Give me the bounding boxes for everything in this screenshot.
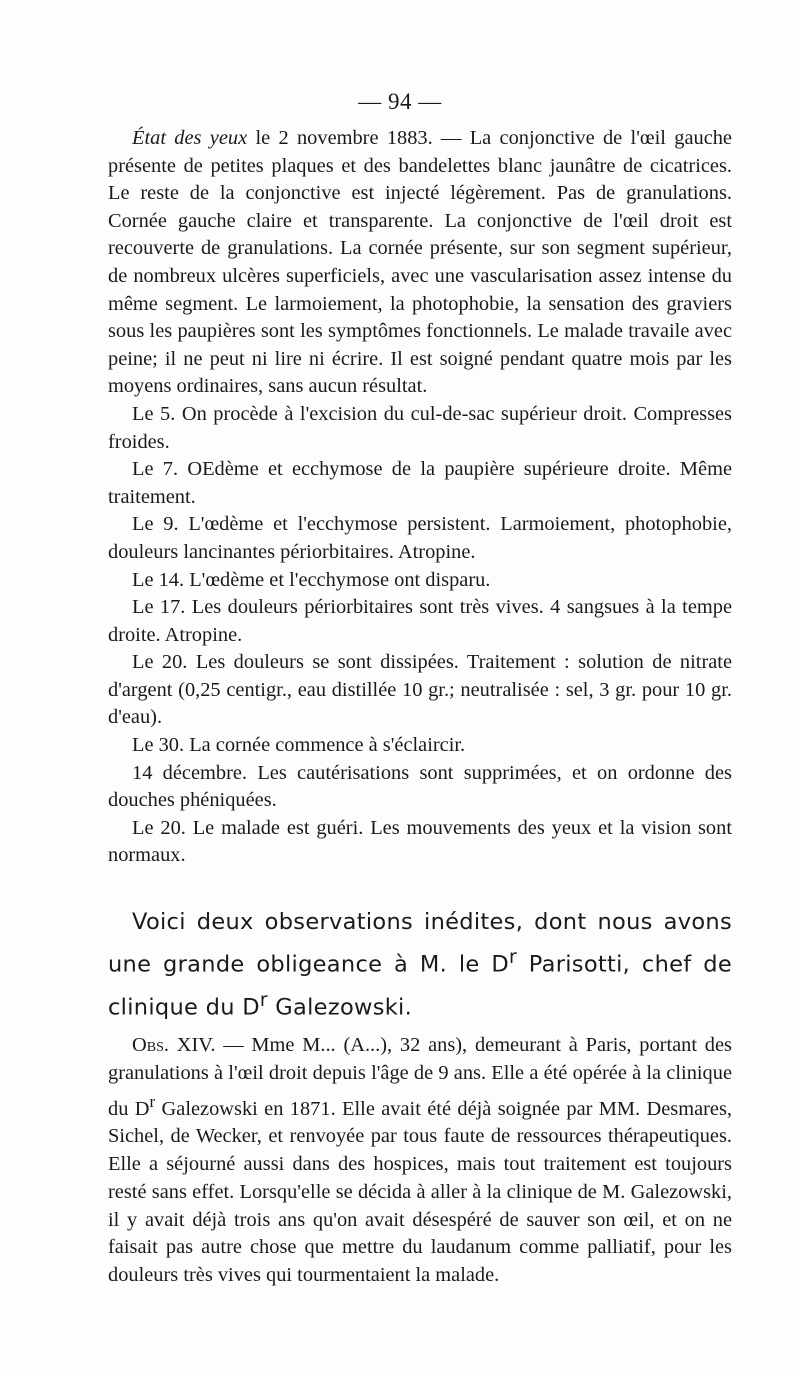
paragraph: Le 7. OEdème et ecchymose de la paupière supérieure droite. Même traitement. [108, 458, 732, 508]
paragraph: Le 5. On procède à l'excision du cul-de-sac supérieur droit. Compresses froides. [108, 402, 732, 453]
case-report-text [108, 125, 732, 870]
note-paragraph: Voici deux observations inédites, dont nous avons une grande obligeance à M. le $D^r$ Parisotti, chef de clinique du $D^r$ Galezowski. [108, 909, 733, 1020]
paragraph: Le 17. Les douleurs périorbitaires sont très vives. 4 sangsues à la tempe droite. Atropine. [108, 596, 732, 646]
observation-xiv [108, 1032, 732, 1290]
paragraph [108, 125, 732, 401]
observation-paragraph: Obs. XIV. — Mme M... (A...), 32 ans), demeurant à Paris, portant des granulations à l'œil droit depuis l'âge de 9 ans. Elle a été opérée à la clinique du $D^r$ Galezowski en 1871. Elle avait été déjà soignée par MM. Desmares, Sichel, de Wecker, et renvoyée par tous faute de ressources thérapeutiques. Elle a séjourné aussi dans des hospices, mais tout traitement est toujours resté sans effet. Lorsqu'elle se décida à aller à la clinique de M. Galezowski, il y avait déjà trois ans qu'on avait désespéré de sauver son œil, et on ne faisait pas autre chose que mettre du laudanum comme palliatif, pour les douleurs très vives qui tourmentaient la malade. [108, 1034, 733, 1287]
page-number: — 94 — [358, 89, 442, 114]
observation-label: Obs. XIV. [132, 1034, 216, 1056]
paragraph-text: le 2 novembre 1883. — La conjonctive de l'œil gauche présente de petites plaques et des bandelettes blanc jaunâtre de cicatrices. Le reste de la conjonctive est injecté légèrement. Pas de granulations. Cornée gauche claire et transparente. La conjonctive de l'œil droit est recouverte de granulations. La cornée présente, sur son segment supérieur, de nombreux ulcères superficiels, avec une vascularisation assez intense du même segment. Le larmoiement, la photophobie, la sensation des graviers sous les paupières sont les symptômes fonctionnels. Le malade travaile avec peine; il ne peut ni lire ni écrire. Il est soigné pendant quatre mois par les moyens ordinaires, sans aucun résultat. [108, 127, 732, 398]
paragraph: Le 30. La cornée commence à s'éclaircir. [132, 734, 466, 757]
typewritten-note [108, 904, 732, 1025]
paragraph: Le 14. L'œdème et l'ecchymose ont disparu. [132, 568, 491, 591]
paragraph: Le 20. Les douleurs se sont dissipées. Traitement : solution de nitrate d'argent (0,25 centigr., eau distillée 10 gr.; neutralisée : sel, 3 gr. pour 10 gr. d'eau). [108, 651, 732, 729]
paragraph: Le 9. L'œdème et l'ecchymose persistent. Larmoiement, photophobie, douleurs lancinantes périorbitaires. Atropine. [108, 513, 732, 563]
paragraph-lead: État des yeux [132, 127, 248, 149]
paragraph: 14 décembre. Les cautérisations sont supprimées, et on ordonne des douches phéniquées. [108, 761, 732, 812]
paragraph: Le 20. Le malade est guéri. Les mouvements des yeux et la vision sont normaux. [108, 816, 732, 867]
